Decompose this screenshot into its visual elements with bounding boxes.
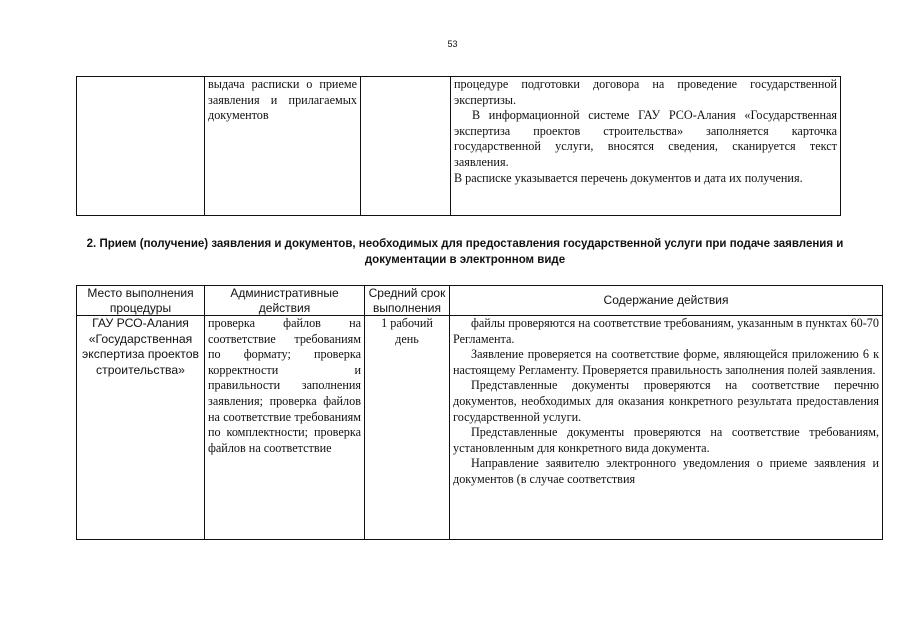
- table-cell-empty: [361, 77, 451, 216]
- procedure-table: [76, 285, 883, 540]
- header-actions: Административные действия: [205, 286, 365, 316]
- paragraph: файлы проверяются на соответствие требованиям, указанным в пунктах 60-70 Регламента.: [453, 316, 879, 346]
- table-row: [77, 77, 841, 216]
- table-cell-actions: проверка файлов на соответствие требованиям по формату; проверка корректности и правильности заполнения заявления; проверка файлов на соответствие требованиям по комплектности; проверка файлов на соответствие: [205, 316, 365, 540]
- section-title: 2. Прием (получение) заявления и документов, необходимых для предоставления государственной услуги при подаче заявления и документации в электронном виде: [86, 238, 844, 266]
- table-cell-term: 1 рабочий день: [365, 316, 450, 540]
- table-cell-content: [451, 77, 841, 216]
- paragraph: Заявление проверяется на соответствие форме, являющейся приложению 6 к настоящему Регламенту. Проверяется правильность заполнения полей заявления.: [453, 347, 879, 377]
- table-row: [77, 316, 883, 540]
- paragraph: Направление заявителю электронного уведомления о приеме заявления и документов (в случае соответствия: [453, 456, 879, 486]
- table-header-row: [77, 286, 883, 316]
- paragraph: процедуре подготовки договора на проведение государственной экспертизы.: [454, 77, 837, 107]
- header-place: Место выполнения процедуры: [77, 286, 205, 316]
- table-cell-place: ГАУ РСО-Алания «Государственная экспертиза проектов строительства»: [77, 316, 205, 540]
- paragraph: Представленные документы проверяются на соответствие требованиям, установленным для конкретного вида документа.: [453, 425, 879, 455]
- header-content: Содержание действия: [450, 286, 883, 316]
- page-number: 53: [447, 39, 458, 49]
- header-term: Средний срок выполнения: [365, 286, 450, 316]
- paragraph: Представленные документы проверяются на соответствие перечню документов, необходимых для оказания конкретного результата предоставления государственной услуги.: [453, 378, 879, 424]
- table-cell-empty: [77, 77, 205, 216]
- table-cell-content: [450, 316, 883, 540]
- paragraph: В информационной системе ГАУ РСО-Алания «Государственная экспертиза проектов строительства» заполняется карточка государственной услуги, вносятся сведения, сканируется текст заявления.: [454, 108, 837, 169]
- paragraph: В расписке указывается перечень документов и дата их получения.: [454, 170, 803, 185]
- continuation-table: [76, 76, 841, 216]
- table-cell-action: выдача расписки о приеме заявления и прилагаемых документов: [205, 77, 361, 216]
